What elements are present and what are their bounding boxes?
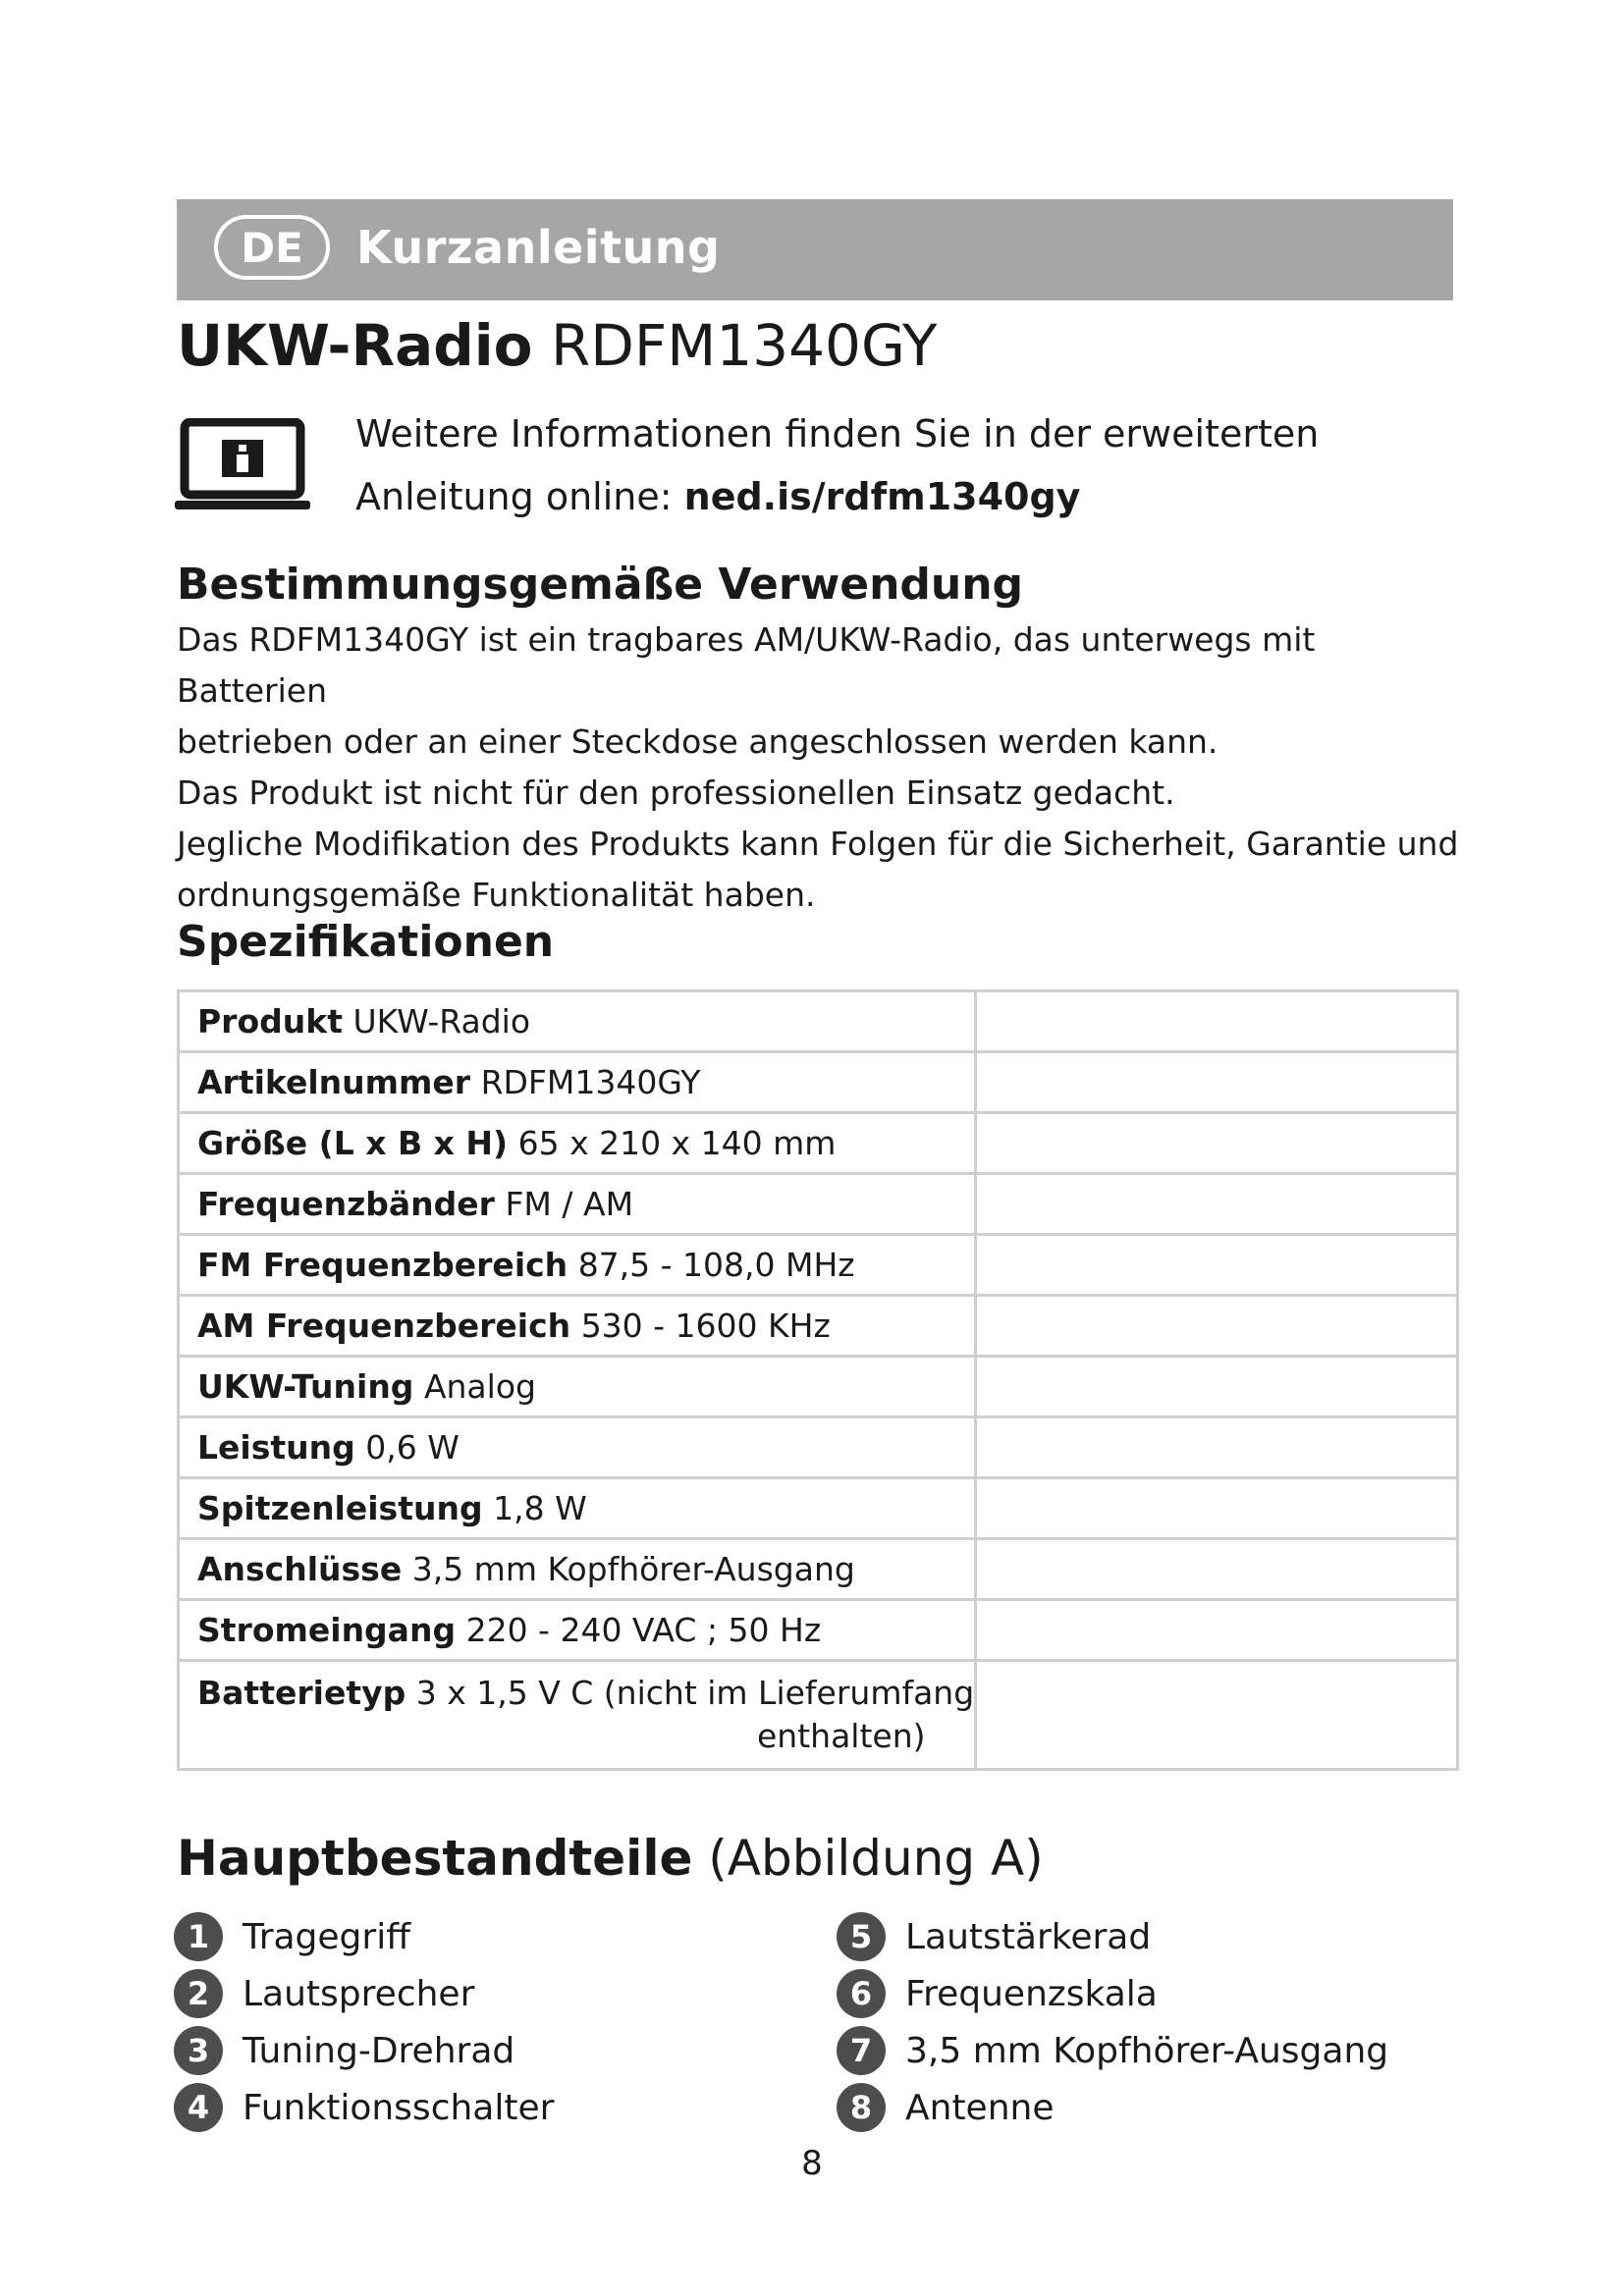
spec-label: Spitzenleistung	[197, 1489, 483, 1527]
list-item	[837, 2083, 1055, 2132]
page-number: 8	[801, 2144, 823, 2183]
specs-heading: Spezifikationen	[177, 917, 555, 967]
spec-value: 3 x 1,5 V C (nicht im Lieferumfang	[415, 1674, 975, 1712]
spec-label: AM Frequenzbereich	[197, 1307, 571, 1345]
table-row	[179, 1113, 1458, 1174]
number-badge: 5	[837, 1912, 886, 1961]
list-item	[837, 1969, 1158, 2018]
number-badge: 1	[174, 1912, 223, 1961]
spec-table	[177, 989, 1459, 1771]
intended-use-heading: Bestimmungsgemäße Verwendung	[177, 560, 1024, 610]
spec-value: 0,6 W	[365, 1428, 460, 1467]
list-item	[174, 2026, 514, 2075]
table-row	[179, 1052, 1458, 1113]
info-prefix: Anleitung online:	[355, 475, 684, 518]
spec-empty-cell	[976, 1235, 1458, 1296]
laptop-info-icon	[175, 418, 310, 520]
part-label: Antenne	[905, 2087, 1055, 2128]
table-row	[179, 1478, 1458, 1539]
table-row	[179, 1296, 1458, 1357]
spec-value: FM / AM	[505, 1185, 634, 1223]
intended-use-text	[177, 614, 1463, 921]
spec-value: 87,5 - 108,0 MHz	[577, 1246, 855, 1284]
manual-url-link[interactable]: ned.is/rdfm1340gy	[683, 475, 1081, 518]
spec-empty-cell	[976, 1113, 1458, 1174]
spec-empty-cell	[976, 1661, 1458, 1770]
table-row	[179, 991, 1458, 1052]
spec-cell	[179, 1600, 976, 1661]
table-row	[179, 1539, 1458, 1600]
list-item	[174, 2083, 554, 2132]
intended-use-line: Das RDFM1340GY ist ein tragbares AM/UKW-Radio, das unterwegs mit Batterien	[177, 620, 1316, 710]
table-row	[179, 1235, 1458, 1296]
number-badge: 2	[174, 1969, 223, 2018]
spec-value: UKW-Radio	[352, 1002, 531, 1041]
product-model: RDFM1340GY	[550, 312, 938, 379]
part-label: Tuning-Drehrad	[243, 2030, 515, 2071]
part-label: Lautstärkerad	[905, 1916, 1152, 1957]
spec-cell	[179, 1539, 976, 1600]
spec-value: 1,8 W	[493, 1489, 587, 1527]
parts-heading-bold: Hauptbestandteile	[177, 1830, 693, 1887]
parts-heading-figure: (Abbildung A)	[708, 1830, 1044, 1887]
spec-label: Batterietyp	[197, 1674, 406, 1712]
spec-cell	[179, 1174, 976, 1235]
number-badge: 4	[174, 2083, 223, 2132]
table-row	[179, 1357, 1458, 1417]
table-row	[179, 1661, 1458, 1770]
spec-value: 220 - 240 VAC ; 50 Hz	[465, 1611, 822, 1649]
spec-empty-cell	[976, 1600, 1458, 1661]
spec-label: Leistung	[197, 1428, 355, 1467]
spec-empty-cell	[976, 1296, 1458, 1357]
spec-value: 3,5 mm Kopfhörer-Ausgang	[411, 1550, 855, 1588]
number-badge: 3	[174, 2026, 223, 2075]
parts-heading	[177, 1830, 1044, 1887]
number-badge: 7	[837, 2026, 886, 2075]
list-item	[174, 1969, 474, 2018]
spec-cell	[179, 1052, 976, 1113]
table-row	[179, 1174, 1458, 1235]
part-label: Tragegriff	[243, 1916, 411, 1957]
number-badge: 6	[837, 1969, 886, 2018]
spec-empty-cell	[976, 1478, 1458, 1539]
spec-label: Stromeingang	[197, 1611, 457, 1649]
part-label: Funktionsschalter	[243, 2087, 555, 2128]
spec-cell	[179, 1235, 976, 1296]
spec-label: Artikelnummer	[197, 1063, 471, 1101]
spec-label: Anschlüsse	[197, 1550, 403, 1588]
spec-value: Analog	[423, 1367, 536, 1406]
table-row	[179, 1600, 1458, 1661]
part-label: Frequenzskala	[905, 1973, 1158, 2014]
spec-value: 530 - 1600 KHz	[580, 1307, 831, 1345]
spec-label: Größe (L x B x H)	[197, 1124, 509, 1162]
intended-use-line: betrieben oder an einer Steckdose angeschlossen werden kann.	[177, 722, 1218, 761]
spec-cell	[179, 1357, 976, 1417]
list-item	[837, 1912, 1151, 1961]
language-badge: DE	[214, 215, 330, 280]
spec-label: FM Frequenzbereich	[197, 1246, 568, 1284]
spec-empty-cell	[976, 1052, 1458, 1113]
list-item	[174, 1912, 410, 1961]
info-line-2	[355, 473, 1080, 520]
part-label: Lautsprecher	[243, 1973, 475, 2014]
spec-cell	[179, 1296, 976, 1357]
document-title	[177, 310, 937, 381]
spec-cell	[179, 1113, 976, 1174]
number-badge: 8	[837, 2083, 886, 2132]
product-type: UKW-Radio	[177, 312, 533, 379]
spec-empty-cell	[976, 1539, 1458, 1600]
spec-cell	[179, 1478, 976, 1539]
spec-cell	[179, 1661, 976, 1770]
info-line-1: Weitere Informationen finden Sie in der erweiterten	[355, 412, 1320, 455]
spec-empty-cell	[976, 1174, 1458, 1235]
spec-label: Produkt	[197, 1002, 343, 1041]
spec-label: Frequenzbänder	[197, 1185, 495, 1223]
spec-empty-cell	[976, 1417, 1458, 1478]
spec-empty-cell	[976, 991, 1458, 1052]
list-item	[837, 2026, 1388, 2075]
intended-use-line: ordnungsgemäße Funktionalität haben.	[177, 876, 816, 914]
spec-value: 65 x 210 x 140 mm	[517, 1124, 837, 1162]
spec-cell	[179, 991, 976, 1052]
part-label: 3,5 mm Kopfhörer-Ausgang	[905, 2030, 1389, 2071]
intended-use-line: Jegliche Modifikation des Produkts kann Folgen für die Sicherheit, Garantie und	[177, 825, 1459, 863]
spec-cell	[179, 1417, 976, 1478]
spec-empty-cell	[976, 1357, 1458, 1417]
table-row	[179, 1417, 1458, 1478]
intended-use-line: Das Produkt ist nicht für den professionellen Einsatz gedacht.	[177, 774, 1175, 812]
spec-label: UKW-Tuning	[197, 1367, 414, 1406]
header-bar	[177, 199, 1453, 300]
spec-value: RDFM1340GY	[480, 1063, 701, 1101]
header-title: Kurzanleitung	[356, 221, 721, 274]
spec-value-continued: enthalten)	[757, 1717, 926, 1755]
